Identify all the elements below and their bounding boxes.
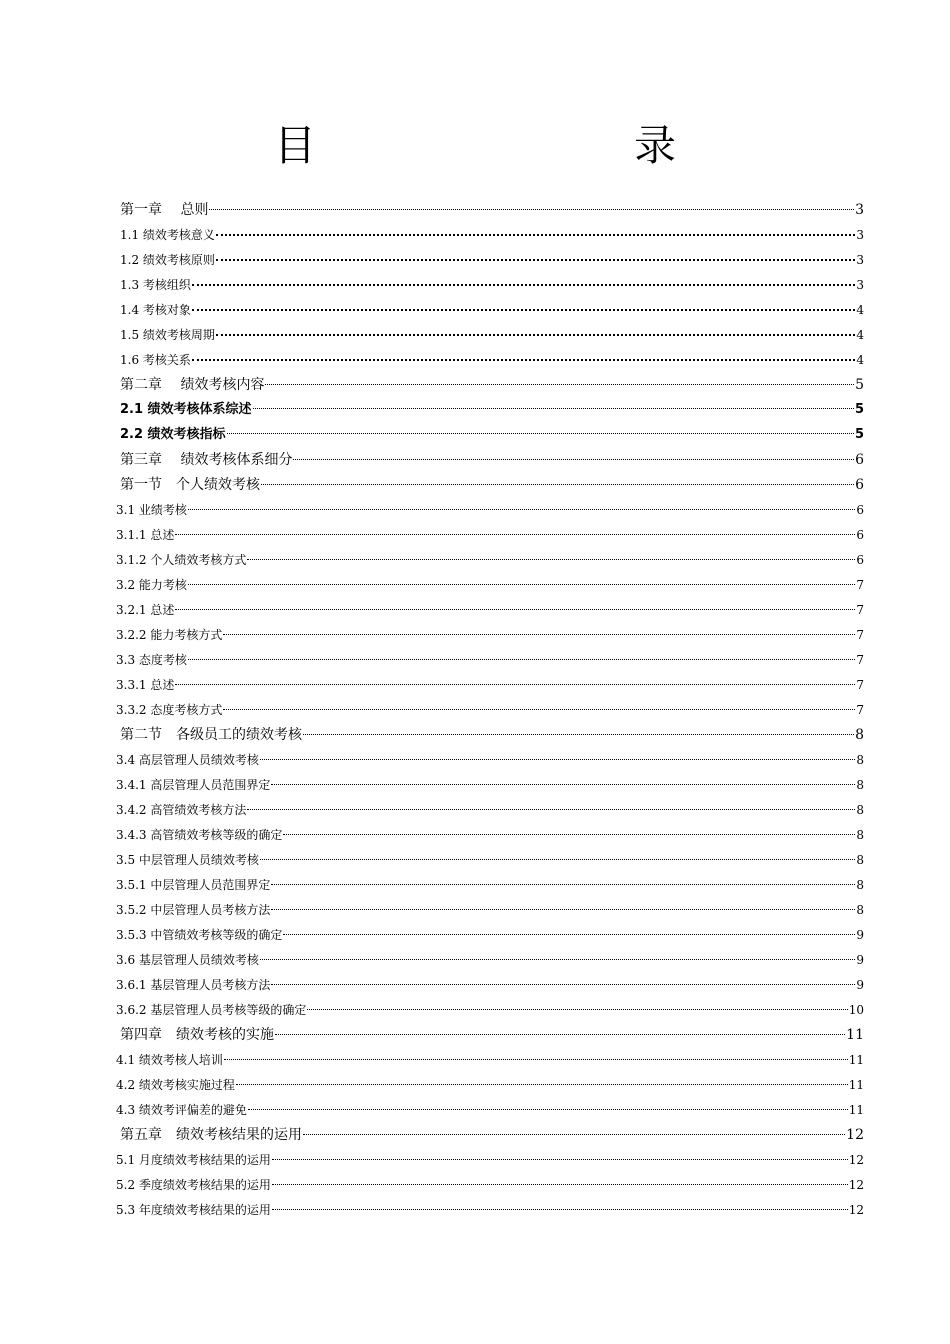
toc-entry[interactable] [116,948,864,972]
toc-page-number: 6 [856,528,864,542]
toc-leader [192,283,855,286]
toc-entry[interactable] [116,523,864,547]
toc-leader [275,1033,845,1035]
toc-entry-text: 第一节 个人绩效考核 [120,477,260,493]
toc-entry[interactable] [116,573,864,597]
toc-entry-text: 1.2 绩效考核原则 [120,253,215,267]
toc-page-number: 4 [856,328,864,342]
toc-entry-text: 2.1 绩效考核体系综述 [120,402,252,417]
toc-page-number: 12 [846,1127,864,1143]
toc-entry[interactable] [116,973,864,997]
toc-entry-text: 第三章 绩效考核体系细分 [120,452,293,468]
page-title: 目 录 [273,121,754,170]
toc-entry[interactable] [120,723,864,747]
toc-page-number: 6 [855,477,864,493]
toc-entry[interactable] [120,423,864,447]
toc-entry-text: 1.5 绩效考核周期 [120,328,215,342]
toc-leader [272,1183,848,1185]
toc-page-number: 10 [848,1003,864,1017]
toc-leader [247,808,855,810]
toc-entry[interactable] [120,448,864,472]
toc-entry[interactable] [120,298,864,322]
toc-entry-text: 3.3 态度考核 [116,653,187,667]
toc-entry[interactable] [116,598,864,622]
toc-entry-text: 3.5.1 中层管理人员范围界定 [116,878,271,892]
toc-entry-text: 3.6 基层管理人员绩效考核 [116,953,259,967]
toc-leader [260,758,855,760]
toc-leader [253,407,854,409]
toc-page-number: 3 [856,228,864,242]
toc-entry[interactable] [116,748,864,772]
toc-leader [192,358,855,361]
toc-leader [223,633,855,635]
toc-leader [303,1133,845,1135]
toc-leader [272,1208,848,1210]
toc-leader [216,233,855,236]
toc-page-number: 5 [855,377,864,393]
toc-page-number: 8 [856,853,864,867]
toc-entry-text: 3.1.2 个人绩效考核方式 [116,553,247,567]
toc-entry[interactable] [116,823,864,847]
toc-entry-text: 3.4.2 高管绩效考核方法 [116,803,247,817]
toc-leader [227,432,854,434]
toc-entry[interactable] [116,548,864,572]
toc-entry-text: 3.3.1 总述 [116,678,175,692]
toc-entry-text: 第五章 绩效考核结果的运用 [120,1127,302,1143]
toc-page-number: 8 [856,753,864,767]
toc-leader [209,208,854,210]
toc-entry[interactable] [116,1073,864,1097]
toc-entry-text: 5.1 月度绩效考核结果的运用 [116,1153,271,1167]
toc-page-number: 3 [856,253,864,267]
toc-entry[interactable] [116,1148,864,1172]
toc-entry[interactable] [120,1023,864,1047]
toc-entry-text: 第二章 绩效考核内容 [120,377,265,393]
toc-entry[interactable] [120,1123,864,1147]
toc-leader [188,583,855,585]
toc-leader [307,1008,847,1010]
toc-entry-text: 3.4 高层管理人员绩效考核 [116,753,259,767]
toc-leader [188,508,855,510]
toc-leader [216,258,855,261]
toc-page-number: 7 [856,703,864,717]
toc-page-number: 7 [856,578,864,592]
toc-entry[interactable] [116,898,864,922]
toc-entry-text: 3.1.1 总述 [116,528,175,542]
toc-entry-text: 3.4.3 高管绩效考核等级的确定 [116,828,283,842]
toc-entry[interactable] [120,398,864,422]
toc-page-number: 12 [848,1203,864,1217]
toc-page-number: 5 [854,402,864,417]
toc-entry-text: 1.4 考核对象 [120,303,191,317]
toc-entry-text: 3.5 中层管理人员绩效考核 [116,853,259,867]
toc-page-number: 7 [856,603,864,617]
toc-page-number: 6 [855,452,864,468]
toc-entry[interactable] [116,648,864,672]
toc-page-number: 8 [855,727,864,743]
toc-entry[interactable] [116,798,864,822]
toc-entry[interactable] [120,223,864,247]
toc-page-number: 9 [856,978,864,992]
toc-leader [216,333,855,336]
toc-leader [192,308,855,311]
toc-leader [175,533,855,535]
toc-page-number: 3 [855,202,864,218]
toc-entry[interactable] [116,1173,864,1197]
toc-leader [223,708,855,710]
toc-leader [236,1083,848,1085]
toc-page-number: 7 [856,678,864,692]
toc-leader [260,958,855,960]
toc-leader [271,883,855,885]
toc-page-number: 11 [848,1078,864,1092]
toc-entry[interactable] [116,1048,864,1072]
toc-leader [260,858,855,860]
toc-leader [283,933,855,935]
toc-leader [271,983,855,985]
toc-entry[interactable] [120,273,864,297]
toc-entry-text: 1.1 绩效考核意义 [120,228,215,242]
toc-page-number: 8 [856,828,864,842]
toc-page-number: 5 [854,427,864,442]
toc-entry[interactable] [120,248,864,272]
toc-entry-text: 4.2 绩效考核实施过程 [116,1078,235,1092]
toc-page-number: 7 [856,628,864,642]
toc-entry-text: 3.2.2 能力考核方式 [116,628,223,642]
toc-entry[interactable] [116,873,864,897]
toc-page-number: 4 [856,303,864,317]
toc-page-number: 11 [846,1027,864,1043]
toc-entry-text: 第二节 各级员工的绩效考核 [120,727,302,743]
toc-leader [175,608,855,610]
toc-leader [247,558,855,560]
toc-leader [303,733,854,735]
toc-entry-text: 1.3 考核组织 [120,278,191,292]
toc-entry[interactable] [120,323,864,347]
toc-leader [271,908,855,910]
toc-page-number: 9 [856,953,864,967]
toc-entry[interactable] [116,1198,864,1222]
toc-leader [293,458,854,460]
toc-entry[interactable] [120,348,864,372]
toc-entry-text: 3.5.2 中层管理人员考核方法 [116,903,271,917]
toc-page-number: 8 [856,903,864,917]
toc-entry-text: 3.2 能力考核 [116,578,187,592]
toc-leader [224,1058,848,1060]
toc-leader [265,383,854,385]
toc-page-number: 8 [856,878,864,892]
toc-page-number: 6 [856,553,864,567]
toc-leader [248,1108,848,1110]
toc-entry-text: 2.2 绩效考核指标 [120,427,226,442]
toc-leader [272,1158,848,1160]
toc-entry-text: 4.3 绩效考评偏差的避免 [116,1103,247,1117]
toc-leader [271,783,855,785]
toc-entry[interactable] [116,498,864,522]
toc-entry[interactable] [116,773,864,797]
toc-leader [283,833,855,835]
toc-leader [175,683,855,685]
toc-entry[interactable] [116,998,864,1022]
toc-entry[interactable] [120,373,864,397]
toc-page-number: 4 [856,353,864,367]
toc-entry-text: 3.2.1 总述 [116,603,175,617]
toc-page-number: 12 [848,1153,864,1167]
toc-entry-text: 4.1 绩效考核人培训 [116,1053,223,1067]
toc-page-number: 12 [848,1178,864,1192]
toc-entry-text: 3.4.1 高层管理人员范围界定 [116,778,271,792]
toc-entry-text: 3.6.1 基层管理人员考核方法 [116,978,271,992]
toc-entry-text: 3.3.2 态度考核方式 [116,703,223,717]
toc-page-number: 7 [856,653,864,667]
toc-entry-text: 5.3 年度绩效考核结果的运用 [116,1203,271,1217]
toc-entry-text: 3.5.3 中管绩效考核等级的确定 [116,928,283,942]
toc-page-number: 8 [856,803,864,817]
toc-page-number: 6 [856,503,864,517]
toc-entry[interactable] [120,473,864,497]
toc-page-number: 9 [856,928,864,942]
toc-entry[interactable] [120,198,864,222]
toc-leader [188,658,855,660]
toc-page-number: 11 [848,1053,864,1067]
toc-entry-text: 第四章 绩效考核的实施 [120,1027,274,1043]
toc-entry-text: 1.6 考核关系 [120,353,191,367]
toc-page-number: 8 [856,778,864,792]
toc-entry-text: 5.2 季度绩效考核结果的运用 [116,1178,271,1192]
toc-entry[interactable] [116,673,864,697]
toc-entry-text: 3.1 业绩考核 [116,503,187,517]
toc-entry[interactable] [116,1098,864,1122]
toc-entry-text: 第一章 总则 [120,202,209,218]
toc-leader [261,483,854,485]
toc-page-number: 3 [856,278,864,292]
toc-entry[interactable] [116,698,864,722]
toc-page-number: 11 [848,1103,864,1117]
toc-entry-text: 3.6.2 基层管理人员考核等级的确定 [116,1003,307,1017]
toc-entry[interactable] [116,848,864,872]
toc-entry[interactable] [116,923,864,947]
toc-entry[interactable] [116,623,864,647]
